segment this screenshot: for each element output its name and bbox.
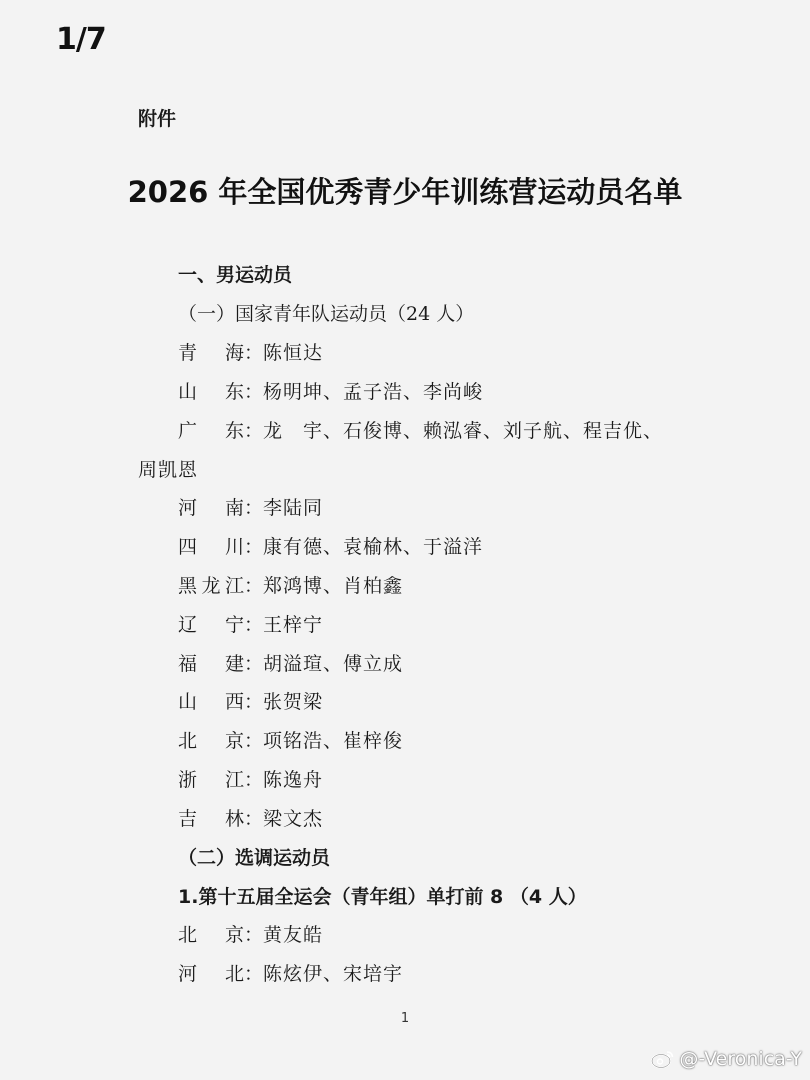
province-label: 福建 bbox=[178, 653, 244, 675]
province-label: 北京 bbox=[178, 730, 244, 752]
list-item: 辽宁 ： 王梓宁 bbox=[178, 610, 323, 637]
list-item: 青海 ： 陈恒达 bbox=[178, 338, 323, 365]
list-item: 吉林 ： 梁文杰 bbox=[178, 804, 323, 831]
weibo-icon bbox=[651, 1049, 675, 1069]
athlete-names: 龙 宇、石俊博、赖泓睿、刘子航、程吉优、 bbox=[263, 420, 664, 442]
page-counter: 1/7 bbox=[56, 22, 106, 57]
group-heading-national-youth-team: （一）国家青年队运动员（24 人） bbox=[178, 303, 475, 325]
athlete-names: 杨明坤、孟子浩、李尚峻 bbox=[263, 381, 484, 403]
athlete-names: 陈逸舟 bbox=[263, 769, 324, 791]
athlete-names: 陈恒达 bbox=[263, 342, 324, 364]
subgroup-heading-national-games: 1.第十五届全运会（青年组）单打前 8 （4 人） bbox=[178, 886, 587, 908]
athlete-names: 陈炫伊、宋培宇 bbox=[263, 963, 404, 985]
section-heading-male-athletes: 一、男运动员 bbox=[178, 264, 293, 286]
list-item: 福建 ： 胡溢瑄、傅立成 bbox=[178, 649, 403, 676]
athlete-names: 胡溢瑄、傅立成 bbox=[263, 653, 404, 675]
list-item: 北京 ： 项铭浩、崔梓俊 bbox=[178, 726, 403, 753]
athlete-names-continuation: 周凯恩 bbox=[138, 459, 199, 481]
province-label: 广东 bbox=[178, 420, 244, 442]
province-label: 山东 bbox=[178, 381, 244, 403]
list-item: 山西 ： 张贺梁 bbox=[178, 687, 323, 714]
attachment-label: 附件 bbox=[138, 108, 177, 130]
athlete-names: 黄友皓 bbox=[263, 924, 324, 946]
list-item: 山东 ： 杨明坤、孟子浩、李尚峻 bbox=[178, 377, 483, 404]
watermark-text: @-Veronica-Y bbox=[679, 1048, 802, 1070]
watermark bbox=[651, 1048, 802, 1070]
document-title: 2026 年全国优秀青少年训练营运动员名单 bbox=[127, 175, 683, 209]
athlete-names: 王梓宁 bbox=[263, 614, 324, 636]
province-label: 四川 bbox=[178, 536, 244, 558]
athlete-names: 张贺梁 bbox=[263, 691, 324, 713]
list-item: 黑龙江 ： 郑鸿博、肖柏鑫 bbox=[178, 571, 403, 598]
province-label: 黑龙江 bbox=[178, 575, 244, 597]
list-item: 北京 ： 黄友皓 bbox=[178, 920, 323, 947]
athlete-names: 郑鸿博、肖柏鑫 bbox=[263, 575, 404, 597]
athlete-names: 李陆同 bbox=[263, 497, 324, 519]
group-heading-selected-athletes: （二）选调运动员 bbox=[178, 847, 331, 869]
province-label: 北京 bbox=[178, 924, 244, 946]
province-label: 吉林 bbox=[178, 808, 244, 830]
list-item: 河南 ： 李陆同 bbox=[178, 493, 323, 520]
province-label: 河南 bbox=[178, 497, 244, 519]
page-number: 1 bbox=[400, 1011, 410, 1026]
list-item: 广东 ： 龙 宇、石俊博、赖泓睿、刘子航、程吉优、 bbox=[178, 416, 663, 443]
province-label: 青海 bbox=[178, 342, 244, 364]
athlete-names: 康有德、袁榆林、于溢洋 bbox=[263, 536, 484, 558]
list-item: 河北 ： 陈炫伊、宋培宇 bbox=[178, 959, 403, 986]
province-label: 浙江 bbox=[178, 769, 244, 791]
province-label: 山西 bbox=[178, 691, 244, 713]
province-label: 河北 bbox=[178, 963, 244, 985]
list-item: 浙江 ： 陈逸舟 bbox=[178, 765, 323, 792]
list-item: 四川 ： 康有德、袁榆林、于溢洋 bbox=[178, 532, 483, 559]
athlete-names: 梁文杰 bbox=[263, 808, 324, 830]
province-label: 辽宁 bbox=[178, 614, 244, 636]
athlete-names: 项铭浩、崔梓俊 bbox=[263, 730, 404, 752]
